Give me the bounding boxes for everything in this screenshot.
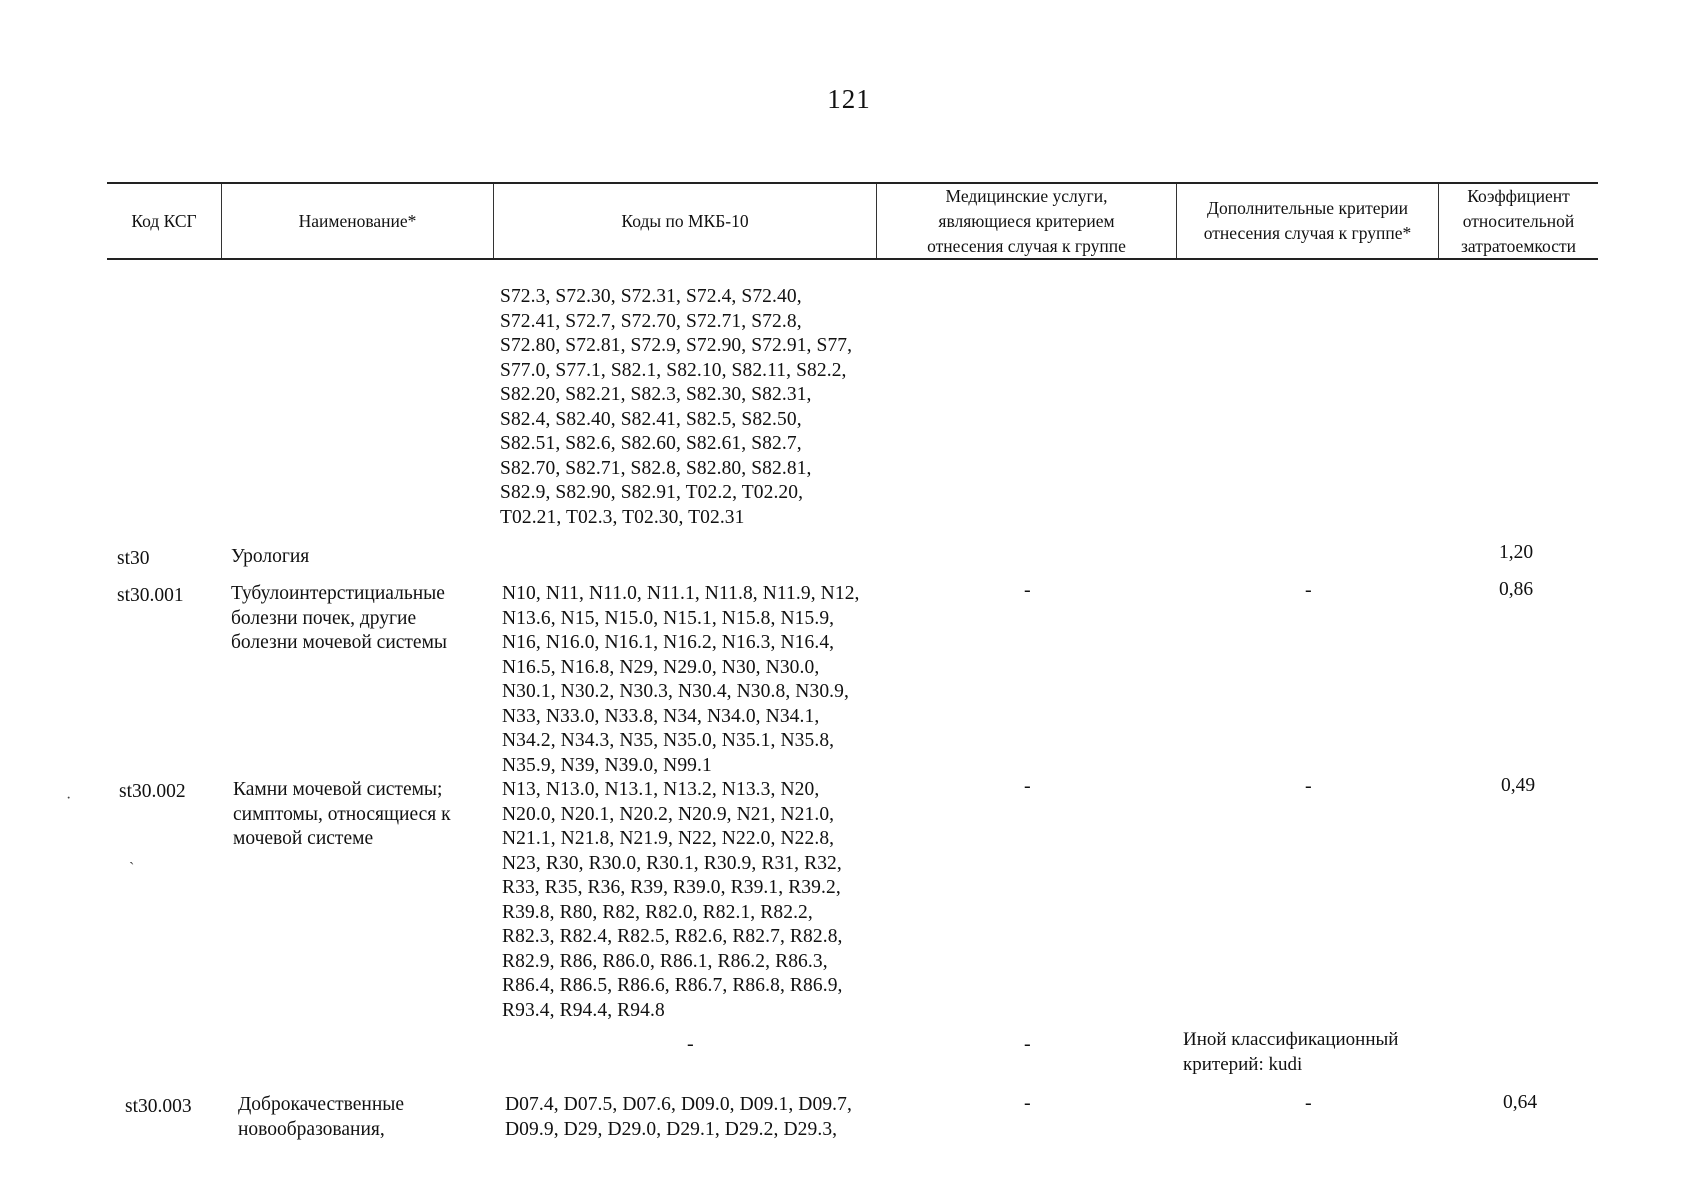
row-icd-codes: D07.4, D07.5, D07.6, D09.0, D09.1, D09.7, D09.9, D29, D29.0, D29.1, D29.2, D29.3, [505, 1094, 852, 1140]
header-code: Код КСГ [107, 184, 222, 258]
page-number: 121 [827, 84, 871, 114]
row-coefficient: 0,86 [1499, 579, 1534, 600]
header-coefficient: Коэффициент относительной затратоемкости [1461, 185, 1576, 256]
profile-name: Урология [231, 546, 310, 567]
row-coefficient: 0,49 [1501, 775, 1536, 796]
row-icd-codes: N13, N13.0, N13.1, N13.2, N13.3, N20, N20.0, N20.1, N20.2, N20.9, N21, N21.0, N21.1, N21.8, N21.9, N22, N22.0, N22.8, N23, R30, R30.0, R30.1, R30.9, R31, R32, R33, R35, R36, R39, R39.0, R39.1, R39.2, R39.8, R80, R82, R82.0, R82.1, R82.2, R82.3, R82.4, R82.5, R82.6, R82.7, R82.8, R82.9, R86, R86.0, R86.1, R86.2, R86.3, R86.4, R86.5, R86.6, R86.7, R86.8, R86.9, R93.4, R94.4, R94.8 [502, 779, 843, 1021]
row-name: Тубулоинтерстициальные болезни почек, другие болезни мочевой системы [231, 583, 448, 653]
scan-speck: ˏ [129, 848, 135, 865]
row-coefficient: 0,64 [1503, 1092, 1538, 1113]
table-header [107, 182, 1598, 260]
row-code: st30.003 [125, 1096, 192, 1117]
row-services: - [1024, 1033, 1031, 1055]
row-criteria: - [1305, 579, 1312, 601]
header-services: Медицинские услуги, являющиеся критерием отнесения случая к группе [877, 184, 1177, 258]
row-criteria: - [1305, 1092, 1312, 1114]
row-criteria: Иной классификационный критерий: kudi [1183, 1029, 1399, 1075]
profile-code: st30 [117, 548, 150, 569]
continuation-codes: S72.3, S72.30, S72.31, S72.4, S72.40, S72.41, S72.7, S72.70, S72.71, S72.8, S72.80, S72.81, S72.9, S72.90, S72.91, S77, S77.0, S77.1, S82.1, S82.10, S82.11, S82.2, S82.20, S82.21, S82.3, S82.30, S82.31, S82.4, S82.40, S82.41, S82.5, S82.50, S82.51, S82.6, S82.60, S82.61, S82.7, S82.70, S82.71, S82.8, S82.80, S82.81, S82.9, S82.90, S82.91, T02.2, T02.20, T02.21, T02.3, T02.30, T02.31 [500, 286, 853, 528]
row-services: - [1024, 1092, 1031, 1114]
row-name: Камни мочевой системы; симптомы, относящиеся к мочевой системе [233, 779, 451, 849]
header-name: Наименование* [222, 184, 494, 258]
row-icd-codes: - [687, 1033, 694, 1055]
row-services: - [1024, 579, 1031, 601]
header-criteria: Дополнительные критерии отнесения случая к группе* [1177, 184, 1439, 258]
profile-coefficient: 1,20 [1499, 542, 1534, 563]
row-code: st30.002 [119, 781, 186, 802]
row-services: - [1024, 775, 1031, 797]
scan-speck: · [66, 790, 72, 807]
row-code: st30.001 [117, 585, 184, 606]
row-name: Доброкачественные новообразования, [238, 1094, 405, 1140]
row-icd-codes: N10, N11, N11.0, N11.1, N11.8, N11.9, N12, N13.6, N15, N15.0, N15.1, N15.8, N15.9, N16, N16.0, N16.1, N16.2, N16.3, N16.4, N16.5, N16.8, N29, N29.0, N30, N30.0, N30.1, N30.2, N30.3, N30.4, N30.8, N30.9, N33, N33.0, N33.8, N34, N34.0, N34.1, N34.2, N34.3, N35, N35.0, N35.1, N35.8, N35.9, N39, N39.0, N99.1 [502, 583, 860, 776]
header-icd-codes: Коды по МКБ-10 [494, 184, 877, 258]
row-criteria: - [1305, 775, 1312, 797]
